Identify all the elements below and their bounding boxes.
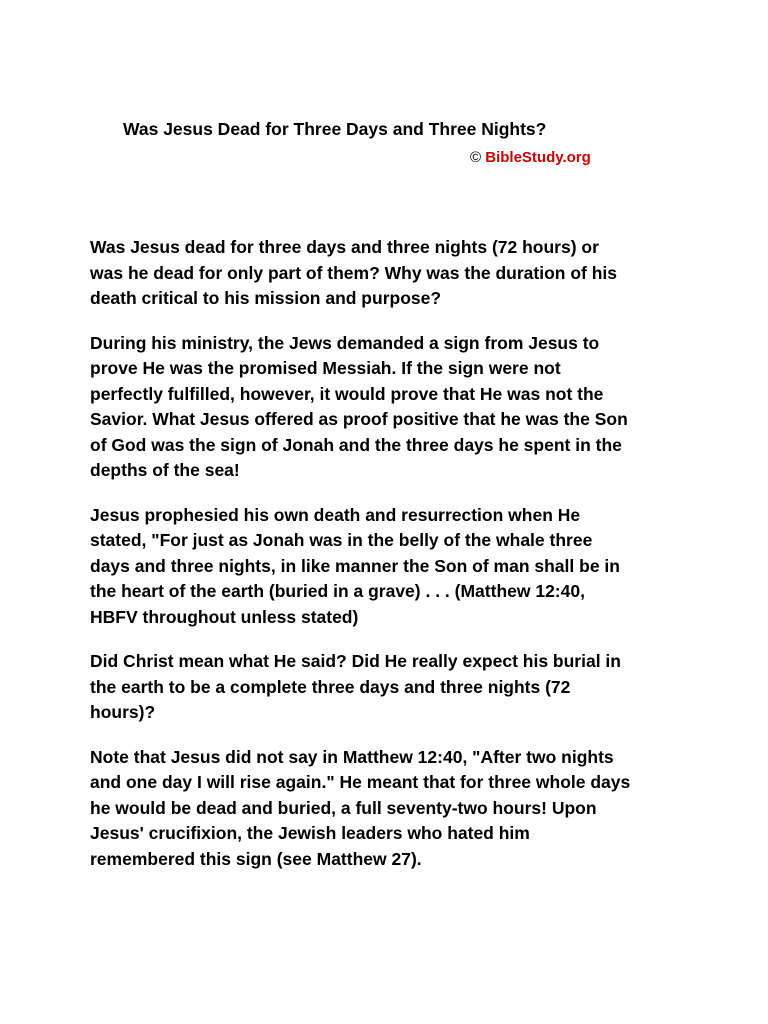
text-line: HBFV throughout unless stated) bbox=[90, 606, 359, 627]
paragraph-2 bbox=[90, 331, 690, 484]
text-line: perfectly fulfilled, however, it would prove that He was not the bbox=[90, 383, 604, 404]
credit-line bbox=[470, 149, 591, 166]
text-line: he would be dead and buried, a full seventy-two hours! Upon bbox=[90, 797, 597, 818]
text-line: Was Jesus dead for three days and three nights (72 hours) or bbox=[90, 237, 599, 257]
text-line: remembered this sign (see Matthew 27). bbox=[90, 848, 422, 869]
text-line: of God was the sign of Jonah and the three days he spent in the bbox=[90, 434, 622, 455]
text-line: stated, "For just as Jonah was in the belly of the whale three bbox=[90, 530, 593, 550]
paragraph-5 bbox=[90, 745, 690, 873]
text-line: Note that Jesus did not say in Matthew 12:40, "After two nights bbox=[90, 746, 614, 767]
site-name: BibleStudy.org bbox=[485, 149, 591, 166]
text-line: and one day I will rise again." He meant that for three whole days bbox=[90, 772, 631, 792]
text-line: the earth to be a complete three days and three nights (72 bbox=[90, 676, 571, 697]
paragraph-1 bbox=[90, 235, 690, 312]
text-line: was he dead for only part of them? Why was the duration of his bbox=[90, 262, 617, 283]
text-line: days and three nights, in like manner the Son of man shall be in bbox=[90, 555, 620, 576]
text-line: Savior. What Jesus offered as proof positive that he was the Son bbox=[90, 409, 628, 429]
copyright-symbol: © bbox=[470, 149, 482, 166]
text-line: Did Christ mean what He said? Did He really expect his burial in bbox=[90, 651, 621, 671]
text-line: death critical to his mission and purpose? bbox=[90, 288, 442, 308]
text-line: the heart of the earth (buried in a grave) . . . (Matthew 12:40, bbox=[90, 581, 585, 601]
text-line: Jesus prophesied his own death and resurrection when He bbox=[90, 504, 581, 525]
document-body bbox=[90, 235, 690, 891]
text-line: hours)? bbox=[90, 702, 156, 722]
text-line: During his ministry, the Jews demanded a sign from Jesus to bbox=[90, 332, 600, 353]
paragraph-3 bbox=[90, 503, 690, 631]
paragraph-4 bbox=[90, 649, 690, 726]
text-line: prove He was the promised Messiah. If the sign were not bbox=[90, 358, 561, 378]
text-line: depths of the sea! bbox=[90, 460, 240, 480]
document-title: Was Jesus Dead for Three Days and Three Nights? bbox=[123, 119, 547, 139]
text-line: Jesus' crucifixion, the Jewish leaders who hated him bbox=[90, 823, 530, 843]
